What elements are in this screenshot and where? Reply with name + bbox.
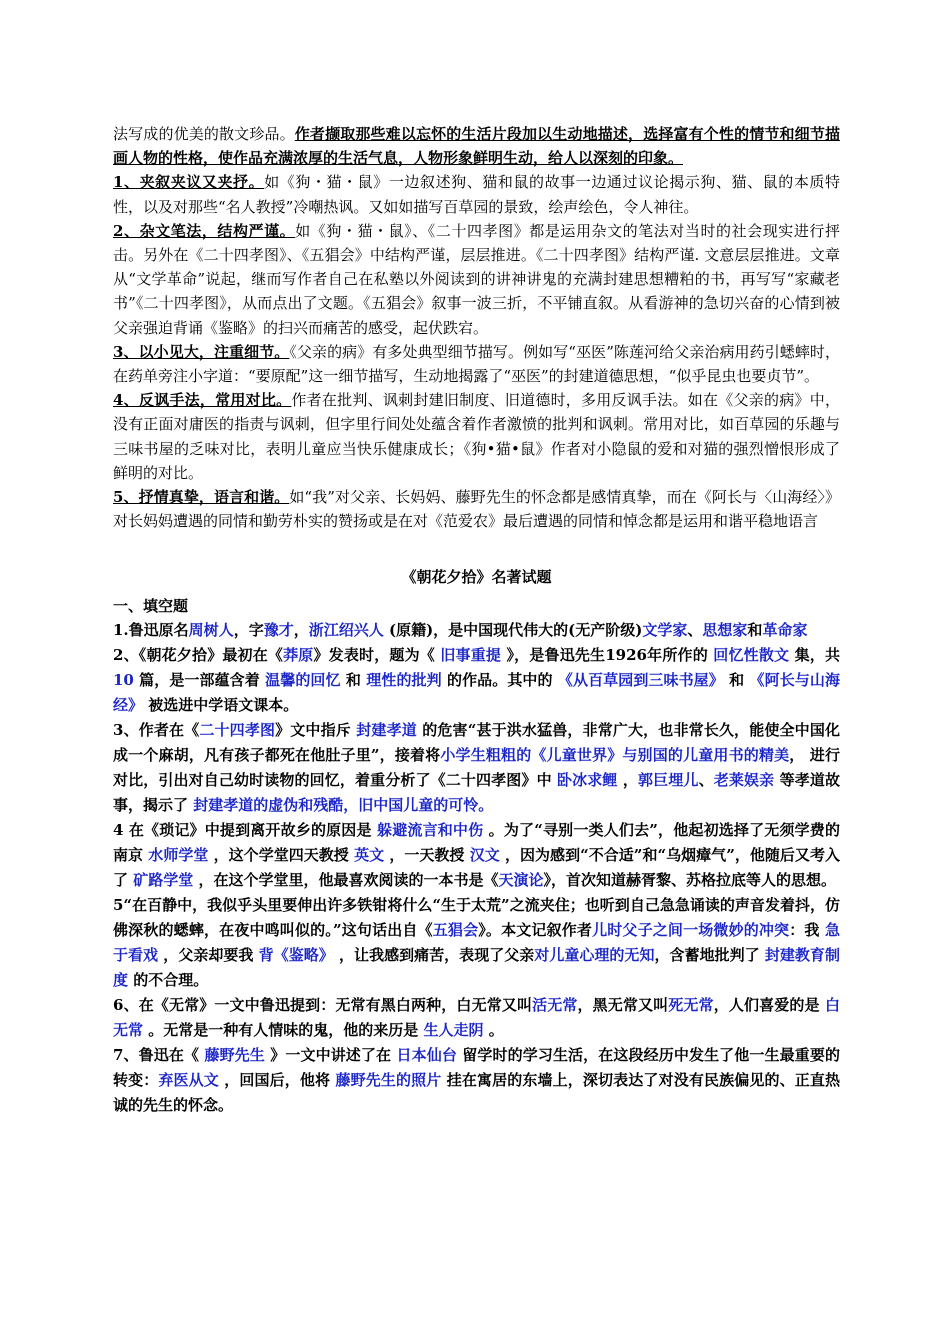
answer-text: 汉文 [469,845,500,864]
question-text: ，在这个学堂里，他最喜欢阅读的一本书是《 [193,870,499,889]
answer-text: 老莱娱亲 [713,770,775,789]
answer-text: 封建教育制度 [113,945,840,989]
answer-text: 日本仙台 [396,1045,457,1064]
answer-text: 莽原 [283,645,314,664]
question-text: 被选进中学语文课本。 [143,695,299,714]
question-text: ，让我感到痛苦，表现了父亲 [333,945,535,964]
question-text: 、 [687,620,703,639]
question-text: 集，共 [789,645,840,664]
question-text: 》文中指斥 [275,720,357,739]
intro-lead: 法写成的优美的散文珍品。 [113,125,295,143]
answer-text: 背《鉴略》 [258,945,334,964]
question-7 [113,1043,840,1118]
answer-text: 藤野先生 [204,1045,265,1064]
answer-text: 躲避流言和中伤 [377,820,484,839]
question-5 [113,893,840,993]
question-text: ，字 [233,620,264,639]
answer-text: 浙江绍兴人 [308,620,384,639]
question-text: 留学时的学习生活，在这段经历中发生了他一生最重要的转变： [113,1045,840,1089]
answer-text: 天演论 [498,870,544,889]
question-6 [113,993,840,1043]
question-3 [113,718,840,818]
question-text: ：我 [789,920,825,939]
answer-text: 死无常 [668,995,714,1014]
answer-text: 豫才 [263,620,294,639]
question-text: ， [293,620,309,639]
question-1 [113,618,840,643]
question-text: 》，是鲁迅先生1926年所作的 [501,645,714,664]
feature-body: 如“我”对父亲、长妈妈、藤野先生的怀念都是感情真挚，而在《阿长与〈山海经〉》对长妈妈遭遇的同情和勤劳朴实的赞扬或是在对《范爱农》最后遭遇的同情和悼念都是运用和谐平稳地语言 [113,488,840,531]
question-text: ，因为感到“不合适”和“乌烟瘴气”，他随后又考入了 [113,845,840,889]
answer-text: 革命家 [762,620,808,639]
question-text: 。为了“寻别一类人们去”，他起初选择了无须学费的南京 [113,820,840,864]
feature-head: 4、反讽手法，常用对比。 [113,391,292,410]
question-text: 和 [723,670,750,689]
intro-paragraph [113,122,840,170]
question-text: ， 进行对比，引出对自己幼时读物的回忆，着重分析了《二十四孝图》中 [113,745,840,789]
question-text: 》，首次知道赫胥黎、苏格拉底等人的思想。 [543,870,837,889]
question-4 [113,818,840,893]
question-text: 》发表时，题为《 [313,645,441,664]
answer-text: 英文 [354,845,385,864]
question-text: ，这个学堂四天教授 [208,845,355,864]
question-text: ，一天教授 [384,845,470,864]
question-text: 5“在百静中，我似乎头里要伸出许多铁钳将什么“生于太荒”之流夹住；也听到自己急急诵读的声音发着抖，仿佛深秋的蟋蟀，在夜中鸣叫似的。”这句话出自《 [113,895,840,939]
question-text: 。无常是一种有人情味的鬼，他的来历是 [143,1020,424,1039]
question-text: 的作品。其中的 [441,670,558,689]
section-heading: 一、填空题 [113,596,189,615]
feature-head: 2、杂文笔法，结构严谨。 [113,221,296,240]
question-text: 的危害“甚于洪水猛兽，非常广大，也非常长久，能使全中国化成一个麻胡，凡有孩子都死在他肚子里”，接着将 [113,720,840,764]
question-text: (原籍)，是中国现代伟大的(无产阶级) [383,620,643,639]
feature-4 [113,388,840,485]
question-list [113,618,840,1118]
answer-text: 水师学堂 [148,845,209,864]
question-text: 、 [698,770,714,789]
answer-text: 理性的批判 [366,670,442,689]
feature-head: 5、抒情真挚，语言和谐。 [113,488,290,507]
answer-text: 思想家 [702,620,748,639]
question-text: ，回国后，他将 [218,1070,336,1089]
answer-text: 藤野先生的照片 [335,1070,442,1089]
intro-lead-bold: 作者撷取那些难以忘怀的生活片段加以生动地描述，选择富有个性的情节和细节描画人物的性格，使作品充满浓厚的生活气息，人物形象鲜明生动，给人以深刻的印象。 [113,125,840,168]
answer-text: 回忆性散文 [713,645,790,664]
question-text: ，含蓄地批判了 [654,945,765,964]
question-text: 。 [483,1020,504,1039]
question-text: 挂在寓居的东墙上，深切表达了对没有民族偏见的、正直热诚的先生的怀念。 [113,1070,840,1114]
answer-text: 10 [113,670,134,689]
question-text: 和 [340,670,367,689]
question-text: 》。本文记叙作者 [478,920,593,939]
question-text: 和 [747,620,763,639]
question-text: 》一文中讲述了在 [264,1045,397,1064]
feature-head: 3、以小见大，注重细节。 [113,342,290,361]
question-text: ， [617,770,639,789]
answer-text: 对儿童心理的无知 [534,945,655,964]
answer-text: 活无常 [532,995,578,1014]
answer-text: 儿时父子之间一场微妙的冲突 [592,920,790,939]
answer-text: 文学家 [642,620,688,639]
feature-head: 1、夹叙夹议又夹抒。 [113,173,265,192]
answer-text: 封建孝道 [356,720,417,739]
question-text: 3、作者在《 [113,720,200,739]
question-text: 6、在《无常》一文中鲁迅提到：无常有黑白两种，白无常又叫 [113,995,533,1014]
answer-text: 《阿长与山海经》 [113,670,840,714]
question-text: 2、《朝花夕拾》最初在《 [113,645,284,664]
answer-text: 白无常 [113,995,840,1039]
answer-text: 五猖会 [432,920,479,939]
answer-text: 周树人 [188,620,234,639]
answer-text: 矿路学堂 [133,870,194,889]
question-text: 等孝道故事，揭示了 [113,770,840,814]
document-page [113,122,840,1118]
question-text: ，父亲却要我 [158,945,259,964]
question-text: 篇，是一部蕴含着 [133,670,266,689]
answer-text: 弃医从文 [158,1070,219,1089]
question-text: 4 在《琐记》中提到离开故乡的原因是 [113,820,378,839]
feature-body: 如《狗・猫・鼠》一边叙述狗、猫和鼠的故事一边通过议论揭示狗、猫、鼠的本质特性，以及对那些“名人教授”冷嘲热讽。又如如描写百草园的景致，绘声绘色，令人神往。 [113,173,840,216]
feature-body: 作者在批判、讽刺封建旧制度、旧道德时，多用反讽手法。如在《父亲的病》中，没有正面对庸医的指责与讽刺，但字里行间处处蕴含着作者激愤的批判和讽刺。常用对比，如百草园的乐趣与三味书屋的乏味对比，表明儿童应当快乐健康成长；《狗•猫•鼠》作者对小隐鼠的爱和对猫的强烈憎恨形成了鲜明的对比。 [113,391,840,482]
question-text: 7、鲁迅在《 [113,1045,205,1064]
answer-text: 生人走阴 [423,1020,484,1039]
answer-text: 旧事重提 [440,645,502,664]
answer-text: 急于看戏 [113,920,840,964]
question-text: 1.鲁迅原名 [113,620,189,639]
exam-title: 《朝花夕拾》名著试题 [401,568,552,587]
answer-text: 卧冰求鲤 [557,770,618,789]
question-text: ，黑无常又叫 [577,995,669,1014]
answer-text: 郭巨埋儿 [638,770,699,789]
feature-5 [113,485,840,533]
feature-body: 如《狗・猫・鼠》、《二十四孝图》都是运用杂文的笔法对当时的社会现实进行抨击。另外在《二十四孝图》、《五猖会》中结构严谨，层层推进。《二十四孝图》结构严谨. 文意层层推进。文章从“文学革命”说起，继而写作者自己在私塾以外阅读到的讲神讲鬼的充满封建思想糟粕的书，再写写“家藏老书”《二十四孝图》，从而点出了文题。《五猖会》叙事一波三折，不平铺直叙。从看游神的急切兴奋的心情到被父亲强迫背诵《鉴略》的扫兴而痛苦的感受，起伏跌宕。 [113,221,840,337]
question-text: 的不合理。 [128,970,209,989]
feature-2 [113,219,840,340]
answer-text: 封建孝道的虚伪和残酷，旧中国儿童的可怜。 [193,795,494,814]
answer-text: 二十四孝图 [199,720,276,739]
feature-3 [113,340,840,388]
feature-body: 《父亲的病》有多处典型细节描写。例如写“巫医”陈莲河给父亲治病用药引蟋蟀时，在药单旁注小字道：“要原配”这一细节描写，生动地揭露了“巫医”的封建道德思想，“似乎昆虫也要贞节”。 [113,342,840,386]
answer-text: 温馨的回忆 [265,670,341,689]
answer-text: 《从百草园到三味书屋》 [557,670,724,689]
question-2 [113,643,840,718]
question-text: ，人们喜爱的是 [713,995,825,1014]
feature-1 [113,170,840,218]
answer-text: 小学生粗粗的《儿童世界》与别国的儿童用书的精美 [440,745,790,764]
